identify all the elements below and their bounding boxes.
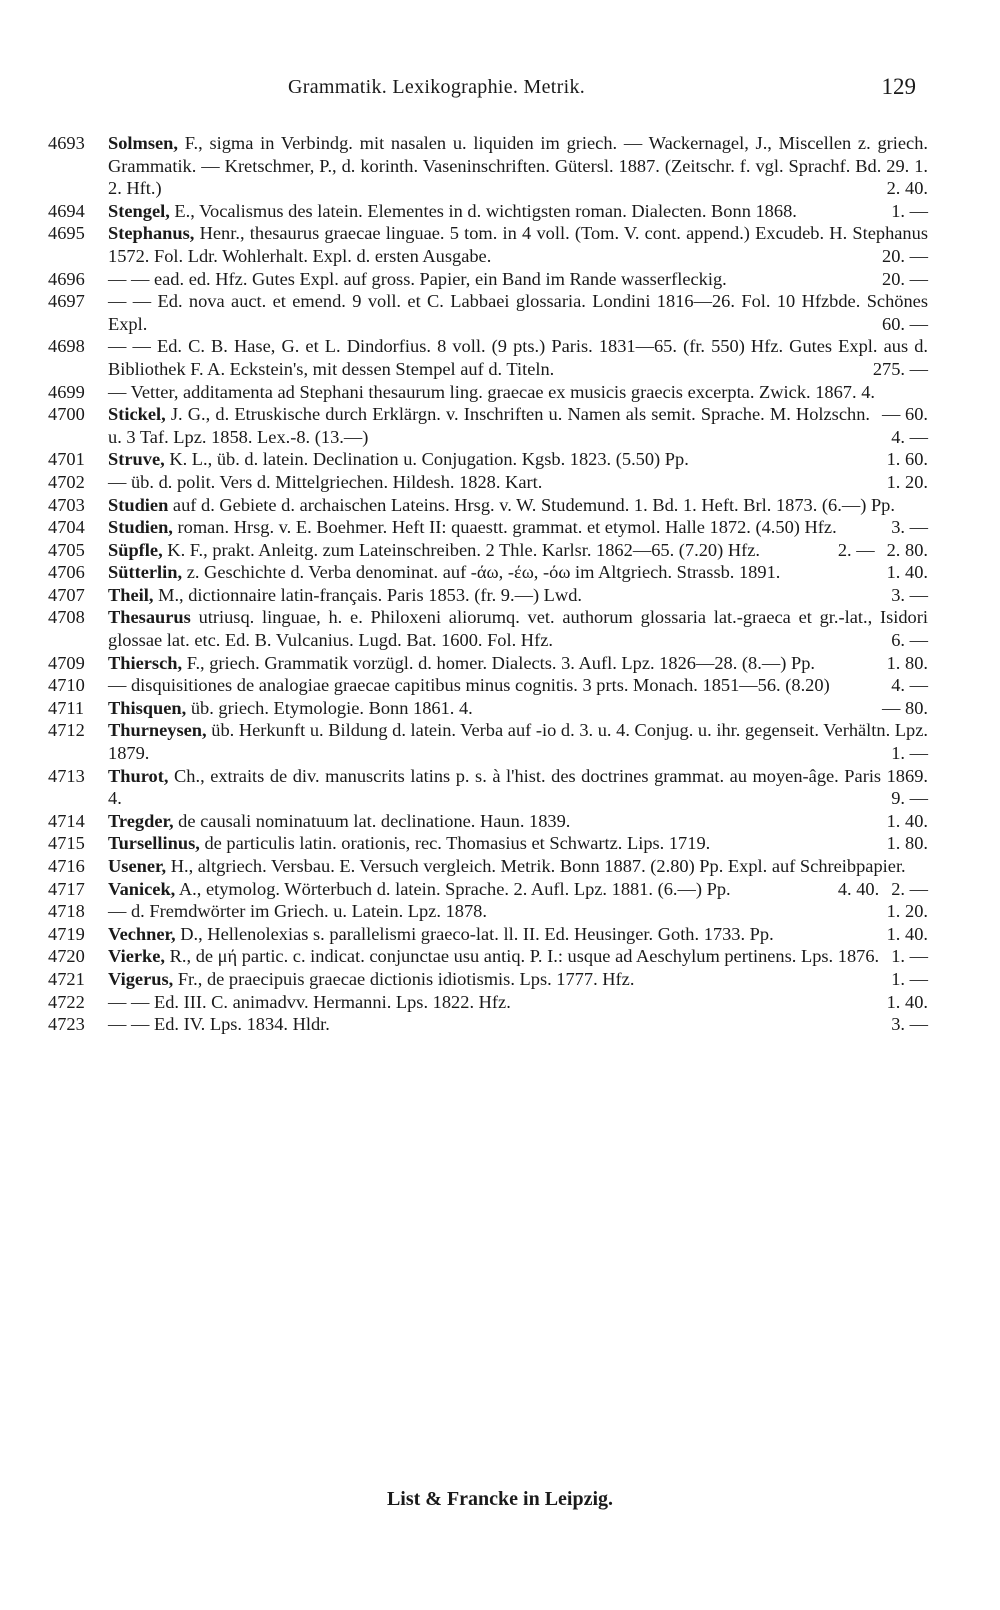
entry-number: 4700	[48, 404, 85, 425]
catalog-entry	[48, 132, 928, 200]
entry-price: 1. —	[891, 946, 928, 967]
entry-number: 4720	[48, 946, 85, 967]
catalog-entry	[48, 674, 928, 697]
entry-text: H., altgriech. Versbau. E. Versuch vergleich. Metrik. Bonn 1887. (2.80) Pp. Expl. auf Schreibpapier.	[170, 856, 906, 876]
entry-text: M., dictionnaire latin-français. Paris 1853. (fr. 9.—) Lwd.	[158, 584, 582, 605]
catalog-entry	[48, 200, 928, 223]
catalog-entry	[48, 268, 928, 291]
catalog-entry	[48, 945, 928, 968]
catalog-entry	[48, 900, 928, 923]
entry-text: — — Ed. C. B. Hase, G. et L. Dindorfius. 8 voll. (9 pts.) Paris. 1831—65. (fr. 550) Hfz. Gutes Expl. aus d. Bibliothek F. A. Eckstein's, mit dessen Stempel auf d. Titeln.	[108, 336, 928, 379]
entry-price: 2. 40.	[886, 178, 928, 199]
entry-number: 4701	[48, 449, 85, 470]
entry-price: 2. 80.	[886, 539, 928, 560]
entry-price: 9. —	[891, 788, 928, 809]
entry-text: F., griech. Grammatik vorzügl. d. homer. Dialects. 3. Aufl. Lpz. 1826—28. (8.—) Pp.	[186, 652, 815, 673]
entry-author: Theil,	[108, 584, 154, 605]
entry-text: — disquisitiones de analogiae graecae capitibus minus cognitis. 3 prts. Monach. 1851—56. (8.20)	[108, 675, 830, 696]
entry-number: 4702	[48, 471, 85, 492]
entry-price: 1. —	[891, 743, 928, 764]
entry-price: 1. 20.	[886, 901, 928, 922]
catalog-entry	[48, 539, 928, 562]
catalog-entry	[48, 991, 928, 1014]
entry-price: 1. 40.	[886, 991, 928, 1012]
entry-text: — — Ed. nova auct. et emend. 9 voll. et C. Labbaei glossaria. Londini 1816—26. Fol. 10 Hfzbde. Schönes Expl.	[108, 291, 928, 334]
catalog-entry	[48, 222, 928, 267]
entry-text: auf d. Gebiete d. archaischen Lateins. Hrsg. v. W. Studemund. 1. Bd. 1. Heft. Brl. 1873. (6.—) Pp.	[172, 494, 895, 515]
entry-text: utriusq. linguae, h. e. Philoxeni aliorumq. vet. authorum glossaria lat.-graeca et gr.-lat., Isidori glossae lat. etc. Ed. B. Vulcanius. Lugd. Bat. 1600. Fol. Hfz.	[108, 607, 928, 651]
catalog-entry	[48, 810, 928, 833]
page-number: 129	[881, 74, 916, 99]
catalog-entry	[48, 561, 928, 584]
catalog-entry	[48, 832, 928, 855]
entry-price: 275. —	[872, 358, 928, 379]
entry-number: 4718	[48, 901, 85, 922]
entry-price: 3. —	[891, 517, 928, 538]
entry-text: D., Hellenolexias s. parallelismi graeco-lat. ll. II. Ed. Heusinger. Goth. 1733. Pp.	[180, 923, 774, 944]
entry-price: — 80.	[882, 697, 928, 718]
entry-number: 4722	[48, 991, 85, 1012]
entry-text: — — ead. ed. Hfz. Gutes Expl. auf gross. Papier, ein Band im Rande wasserfleckig.	[108, 268, 727, 289]
catalog-entry	[48, 448, 928, 471]
entry-number: 4716	[48, 856, 85, 876]
entry-price: 1. 60.	[886, 449, 928, 470]
entry-price: 4. —	[891, 426, 928, 447]
entry-number: 4696	[48, 268, 85, 289]
catalog-entry	[48, 652, 928, 675]
entry-price: 20. —	[882, 268, 928, 289]
entry-price: 60. —	[882, 313, 928, 334]
entry-text: roman. Hrsg. v. E. Boehmer. Heft II: quaestt. grammat. et etymol. Halle 1872. (4.50) Hfz.	[177, 517, 837, 538]
entry-number: 4695	[48, 223, 85, 244]
entry-text: — — Ed. III. C. animadvv. Hermanni. Lps. 1822. Hfz.	[108, 991, 511, 1012]
entry-author: Vierke,	[108, 946, 166, 967]
catalog-entry	[48, 1013, 928, 1036]
publisher-footer: List & Francke in Leipzig.	[386, 1488, 614, 1510]
entry-price: 20. —	[882, 245, 928, 266]
entry-text: Fr., de praecipuis graecae dictionis idiotismis. Lps. 1777. Hfz.	[177, 968, 635, 989]
entry-price: 3. —	[891, 1014, 928, 1035]
entry-text: F., sigma in Verbindg. mit nasalen u. liquiden im griech. — Wackernagel, J., Miscellen z. griech. Grammatik. — Kretschmer, P., d. korinth. Vaseninschriften. Gütersl. 1887. (Zeitschr. f. vgl. Sprachf. Bd. 29. 1. 2. Hft.)	[108, 133, 928, 199]
entry-price: 1. 40.	[886, 562, 928, 583]
entry-author: Thisquen,	[108, 697, 187, 718]
entry-author: Stengel,	[108, 200, 170, 221]
entry-number: 4709	[48, 652, 85, 673]
entry-text: Henr., thesaurus graecae linguae. 5 tom. in 4 voll. (Tom. V. cont. append.) Excudeb. H. Stephanus 1572. Fol. Ldr. Wohlerhalt. Expl. d. ersten Ausgabe.	[108, 223, 928, 266]
catalog-entry	[48, 719, 928, 764]
entry-author: Struve,	[108, 449, 165, 470]
entry-author: Tursellinus,	[108, 833, 200, 854]
entry-author: Solmsen,	[108, 133, 178, 153]
entry-number: 4721	[48, 968, 85, 989]
entry-author: Süpfle,	[108, 539, 163, 560]
entry-number: 4719	[48, 923, 85, 944]
entry-list	[48, 132, 928, 1036]
catalog-entry	[48, 606, 928, 651]
entry-text: E., Vocalismus des latein. Elementes in d. wichtigsten roman. Dialecten. Bonn 1868.	[174, 200, 797, 221]
entry-number: 4703	[48, 494, 85, 515]
entry-number: 4693	[48, 133, 85, 153]
entry-price: 1. 80.	[886, 652, 928, 673]
entry-text: — d. Fremdwörter im Griech. u. Latein. Lpz. 1878.	[108, 901, 487, 922]
entry-number: 4698	[48, 336, 85, 357]
catalog-entry	[48, 335, 928, 380]
catalog-entry	[48, 968, 928, 991]
entry-price: 1. —	[891, 200, 928, 221]
entry-number: 4715	[48, 833, 85, 854]
entry-number: 4706	[48, 562, 85, 583]
entry-text: üb. griech. Etymologie. Bonn 1861. 4.	[190, 697, 473, 718]
entry-author: Vechner,	[108, 923, 176, 944]
entry-author: Studien	[108, 494, 169, 515]
entry-price: 6. —	[891, 630, 928, 651]
entry-text: z. Geschichte d. Verba denominat. auf -άω, -έω, -όω im Altgriech. Strassb. 1891.	[186, 562, 781, 583]
entry-text: R., de μή partic. c. indicat. conjunctae usu antiq. P. I.: usque ad Aeschylum pertinens. Lps. 1876.	[169, 946, 880, 967]
entry-number: 4712	[48, 720, 85, 741]
catalog-entry	[48, 697, 928, 720]
entry-price: 4. 40.	[837, 878, 880, 899]
entry-number: 4714	[48, 810, 85, 831]
entry-price: 1. 80.	[886, 833, 928, 854]
entry-price: 1. 20.	[886, 471, 928, 492]
entry-price: 4. —	[891, 675, 928, 696]
entry-author: Thurot,	[108, 765, 169, 786]
entry-text: Ch., extraits de div. manuscrits latins p. s. à l'hist. des doctrines grammat. au moyen-âge. Paris 1869. 4.	[108, 765, 928, 809]
catalog-entry	[48, 765, 928, 810]
entry-author: Thesaurus	[108, 607, 191, 628]
running-title: Grammatik. Lexikographie. Metrik.	[288, 76, 586, 98]
catalog-entry	[48, 878, 928, 901]
entry-price: 1. —	[891, 968, 928, 989]
entry-author: Thiersch,	[108, 652, 183, 673]
entry-price: 2. —	[837, 539, 875, 560]
entry-text: de causali nominatuum lat. declinatione. Haun. 1839.	[178, 810, 571, 831]
catalog-entry	[48, 923, 928, 946]
entry-number: 4708	[48, 607, 85, 628]
entry-price: 1. 40.	[886, 923, 928, 944]
page-header	[48, 76, 924, 106]
entry-price: 2. —	[891, 878, 928, 899]
entry-text: üb. Herkunft u. Bildung d. latein. Verba auf -io d. 3. u. 4. Conjug. u. ihr. gegenseit. Verhältn. Lpz. 1879.	[108, 720, 928, 764]
entry-number: 4710	[48, 675, 85, 696]
entry-text: — Vetter, additamenta ad Stephani thesaurum ling. graecae ex musicis graecis excerpta. Zwick. 1867. 4.	[108, 381, 875, 402]
entry-number: 4699	[48, 381, 85, 402]
entry-number: 4704	[48, 517, 85, 538]
catalog-entry	[48, 290, 928, 335]
entry-number: 4711	[48, 697, 85, 718]
entry-author: Vanicek,	[108, 878, 176, 899]
entry-author: Tregder,	[108, 810, 174, 831]
entry-text: K. F., prakt. Anleitg. zum Lateinschreiben. 2 Thle. Karlsr. 1862—65. (7.20) Hfz.	[167, 539, 760, 560]
entry-number: 4707	[48, 584, 85, 605]
entry-number: 4717	[48, 878, 85, 899]
entry-author: Stephanus,	[108, 223, 195, 244]
entry-price: — 60.	[882, 404, 928, 425]
catalog-entry	[48, 471, 928, 494]
entry-number: 4713	[48, 765, 85, 786]
entry-text: de particulis latin. orationis, rec. Thomasius et Schwartz. Lips. 1719.	[204, 833, 711, 854]
entry-text: K. L., üb. d. latein. Declination u. Conjugation. Kgsb. 1823. (5.50) Pp.	[169, 449, 689, 470]
entry-author: Vigerus,	[108, 968, 174, 989]
entry-text: — — Ed. IV. Lps. 1834. Hldr.	[108, 1014, 330, 1035]
entry-number: 4705	[48, 539, 85, 560]
entry-author: Thurneysen,	[108, 720, 207, 741]
entry-text: A., etymolog. Wörterbuch d. latein. Sprache. 2. Aufl. Lpz. 1881. (6.—) Pp.	[178, 878, 731, 899]
entry-price: 1. 40.	[886, 810, 928, 831]
entry-author: Stickel,	[108, 404, 166, 425]
catalog-entry	[48, 584, 928, 607]
entry-text: — üb. d. polit. Vers d. Mittelgriechen. Hildesh. 1828. Kart.	[108, 471, 543, 492]
entry-price: 3. —	[891, 584, 928, 605]
entry-number: 4697	[48, 291, 85, 312]
catalog-entry	[48, 403, 928, 448]
entry-author: Studien,	[108, 517, 173, 538]
entry-author: Usener,	[108, 856, 167, 876]
entry-number: 4723	[48, 1014, 85, 1035]
entry-number: 4694	[48, 200, 85, 221]
entry-author: Sütterlin,	[108, 562, 183, 583]
entry-text: J. G., d. Etruskische durch Erklärgn. v. Inschriften u. Namen als semit. Sprache. M. Holzschn. u. 3 Taf. Lpz. 1858. Lex.-8. (13.—)	[108, 404, 870, 447]
